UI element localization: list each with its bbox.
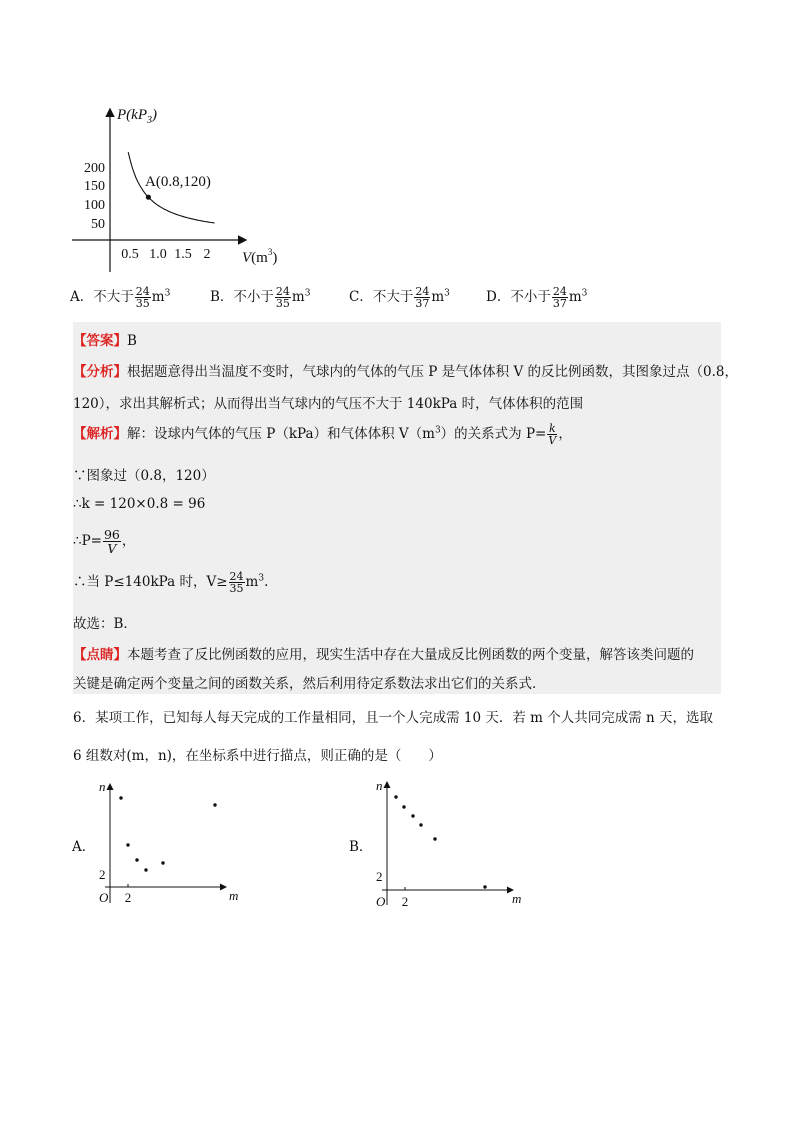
pressure-volume-graph	[70, 100, 300, 275]
detail-line-2: ∵图象过（0.8，120）	[73, 468, 215, 484]
detail-line-5: ∴当 P≤140kPa 时，V≥ $\frac{24}{35}$ $m^3$.	[73, 570, 269, 595]
graph-b-point	[433, 837, 436, 840]
y-tick-150: 150	[84, 179, 105, 194]
y-tick-50: 50	[91, 217, 105, 232]
graph-b-y-tick: 2	[376, 869, 383, 884]
question-6-line-2: 6 组数对(m，n)，在坐标系中进行描点，则正确的是（ ）	[73, 748, 442, 764]
option-d[interactable]: D．不小于 $\frac{24}{37}$ $m^3$	[486, 285, 588, 310]
detail-line-4: ∴P= $\frac{96}{V}$ ，	[73, 527, 136, 556]
graph-b-point	[394, 795, 397, 798]
graph-a	[95, 775, 255, 910]
comment-line-2: 关键是确定两个变量之间的函数关系，然后利用待定系数法求出它们的关系式．	[73, 676, 546, 692]
detail-line-1: 【解析】解：设球内气体的气压 P（kPa）和气体体积 $V(m^3)$的关系式为 P= $\frac{k}{V}$ ，	[73, 422, 572, 447]
analysis-line-2: 120），求出其解析式；从而得出当气球内的气压不大于 140kPa 时，气体体积的范围	[73, 396, 584, 412]
comment-line-1: 【点睛】本题考查了反比例函数的应用，现实生活中存在大量成反比例函数的两个变量，解答该类问题的	[73, 647, 694, 663]
option-b[interactable]: B．不小于 $\frac{24}{35}$ $m^3$	[210, 285, 311, 310]
graph-b-point	[411, 814, 414, 817]
answer-line: 【答案】B	[73, 333, 137, 349]
graph-a-x-tick: 2	[124, 890, 132, 905]
choose-line: 故选：B．	[73, 616, 137, 632]
graph-b-m-label: m	[512, 891, 522, 906]
graph-b	[372, 775, 532, 915]
x-tick-0.5: 0.5	[121, 247, 139, 262]
graph-a-n-label: n	[99, 779, 106, 794]
graph-b-x-tick: 2	[401, 894, 409, 909]
graph-b-label: B．	[349, 839, 373, 855]
graph-b-point	[402, 805, 405, 808]
graph-b-n-label: n	[376, 778, 383, 793]
x-tick-2: 2	[203, 247, 211, 262]
option-a[interactable]: A．不大于 $\frac{24}{35}$ $m^3$	[70, 285, 171, 310]
graph-b-point	[483, 885, 486, 888]
option-c[interactable]: C．不大于 $\frac{24}{37}$ $m^3$	[349, 285, 450, 310]
analysis-line-1: 【分析】根据题意得出当温度不变时，气球内的气体的气压 P 是气体体积 V 的反比例函数，其图象过点（0.8，	[73, 364, 738, 380]
x-axis-label: $V(m^3)$	[242, 247, 278, 266]
graph-a-point	[119, 796, 122, 799]
graph-a-point	[144, 868, 147, 871]
x-tick-1.0: 1.0	[149, 247, 167, 262]
graph-a-point	[161, 861, 164, 864]
graph-a-origin: O	[99, 890, 109, 905]
y-tick-100: 100	[84, 198, 105, 213]
x-tick-1.5: 1.5	[174, 247, 192, 262]
question-6-line-1: 6．某项工作，已知每人每天完成的工作量相同，且一个人完成需 10 天．若 m 个人共同完成需 n 天，选取	[73, 710, 714, 726]
graph-a-m-label: m	[229, 888, 239, 903]
graph-a-point	[126, 843, 129, 846]
graph-a-point	[213, 803, 216, 806]
graph-a-point	[135, 858, 138, 861]
graph-b-point	[419, 823, 422, 826]
point-a-label: A(0.8,120)	[145, 174, 211, 190]
graph-b-origin: O	[376, 894, 386, 909]
graph-a-label: A．	[72, 839, 96, 855]
y-tick-200: 200	[84, 161, 105, 176]
answer-options	[70, 285, 730, 319]
point-a	[146, 195, 151, 200]
solution-block	[73, 322, 738, 694]
detail-line-3: ∴k = 120×0.8 = 96	[73, 496, 206, 512]
y-axis-label: $P(kP_3)$	[117, 107, 157, 126]
graph-a-y-tick: 2	[99, 867, 106, 882]
